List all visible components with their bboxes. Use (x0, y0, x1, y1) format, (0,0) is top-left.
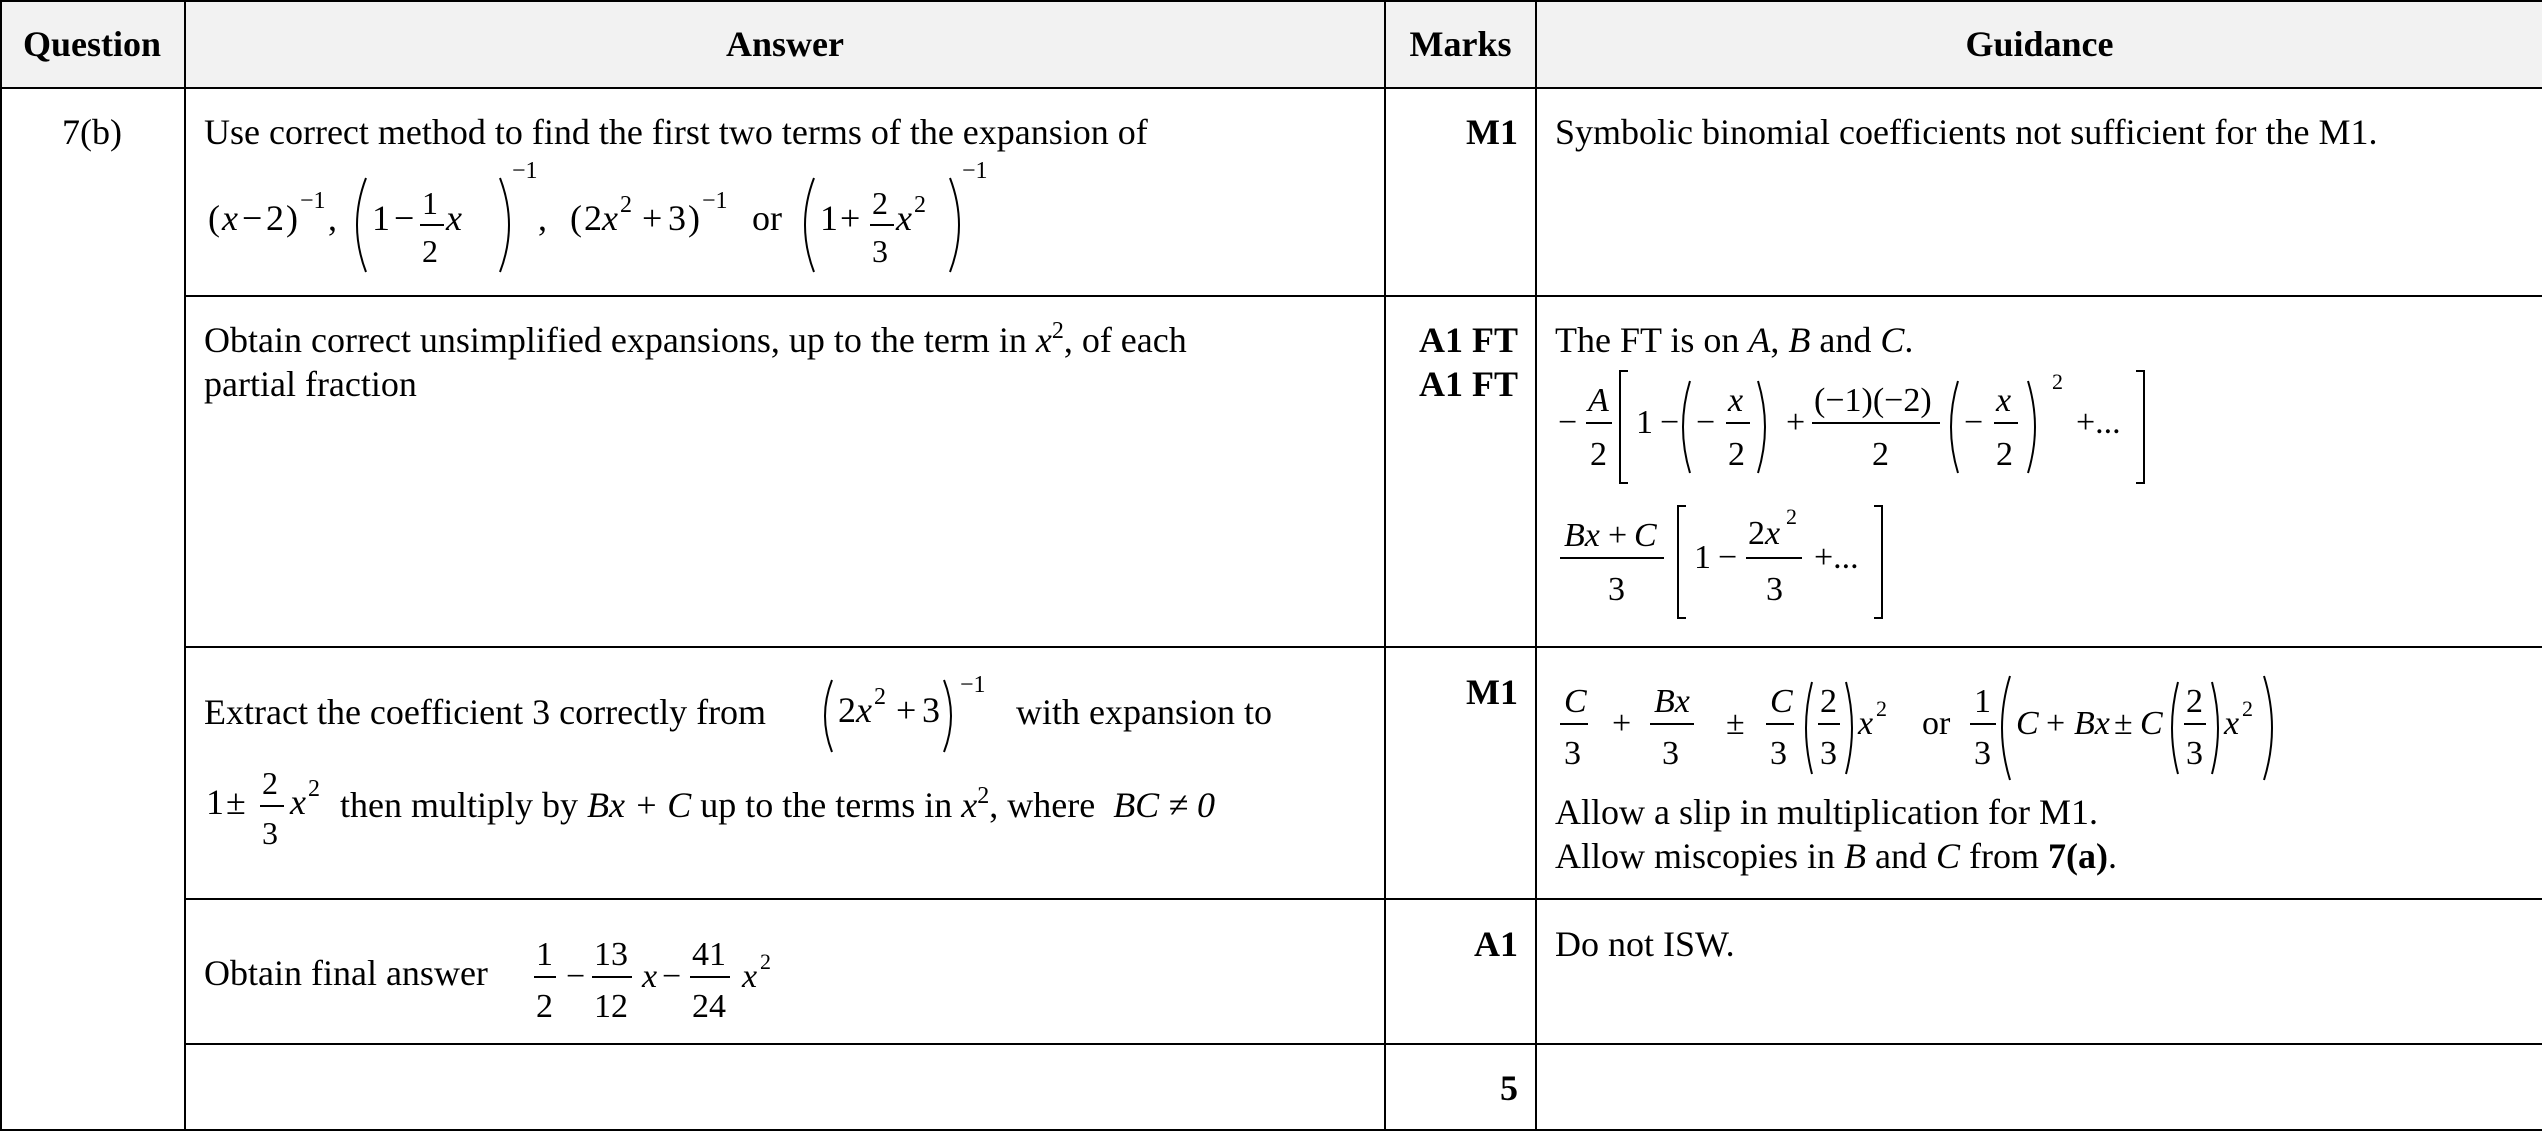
svg-text:2: 2 (584, 198, 602, 238)
svg-text:2: 2 (1876, 696, 1887, 721)
row1-answer-text: Use correct method to find the first two terms of the expansion of (204, 112, 1148, 152)
svg-text:(: ( (570, 198, 582, 238)
svg-text:2: 2 (536, 988, 553, 1025)
svg-text:3: 3 (1608, 571, 1625, 608)
svg-text:x: x (290, 782, 306, 822)
svg-text:(−1)(−2): (−1)(−2) (1814, 382, 1932, 419)
svg-text:−1: −1 (962, 158, 988, 184)
svg-text:): ) (688, 198, 700, 238)
table-border-left (0, 0, 2, 1131)
svg-text:1: 1 (536, 936, 553, 973)
column-divider-question (184, 0, 186, 1131)
svg-text:2: 2 (262, 765, 278, 801)
svg-text:+: + (1786, 404, 1806, 441)
svg-text:x: x (896, 198, 912, 238)
row1-mark: M1 (1466, 112, 1518, 152)
svg-text:3: 3 (1770, 735, 1787, 772)
svg-text:x: x (1996, 382, 2012, 419)
svg-text:−1: −1 (960, 672, 986, 698)
row-divider-3 (184, 898, 2542, 900)
row3-answer-math-2 (200, 758, 340, 858)
svg-text:3: 3 (1974, 735, 1991, 772)
svg-text:1: 1 (1974, 683, 1991, 720)
row1-guidance: Symbolic binomial coefficients not sufficient for the M1. (1555, 112, 2378, 152)
svg-text:2: 2 (1590, 436, 1607, 473)
svg-text:2: 2 (620, 192, 632, 218)
row4-answer-math (526, 925, 796, 1025)
svg-text:+: + (642, 198, 663, 238)
svg-text:2: 2 (1872, 436, 1889, 473)
row1-answer-math (200, 150, 1000, 280)
svg-text:−: − (566, 958, 586, 995)
svg-text:(: ( (208, 198, 220, 238)
svg-text:C: C (2140, 705, 2163, 742)
svg-text:2: 2 (874, 684, 886, 710)
row3-guidance-text-1: Allow a slip in multiplication for M1. (1555, 792, 2098, 832)
svg-text:3: 3 (668, 198, 686, 238)
svg-text:2: 2 (1728, 436, 1745, 473)
svg-text:x: x (1858, 705, 1874, 742)
svg-text:x: x (742, 958, 758, 995)
header-marks: Marks (1409, 24, 1512, 64)
svg-text:1: 1 (1694, 539, 1711, 576)
svg-text:or: or (1922, 705, 1951, 742)
svg-text:−: − (662, 958, 682, 995)
svg-text:−: − (1964, 404, 1984, 441)
svg-text:24: 24 (692, 988, 726, 1025)
svg-text:12: 12 (594, 988, 628, 1025)
svg-text:41: 41 (692, 936, 726, 973)
svg-text:C: C (2016, 705, 2039, 742)
svg-text:3: 3 (1820, 735, 1837, 772)
svg-text:3: 3 (872, 233, 888, 269)
marks-total: 5 (1500, 1068, 1518, 1108)
svg-text:−: − (1696, 404, 1716, 441)
svg-text:+...: +... (2076, 404, 2121, 441)
svg-text:,: , (538, 198, 547, 238)
row2-answer-line2: partial fraction (204, 364, 417, 404)
svg-text:3: 3 (922, 690, 940, 730)
svg-text:2: 2 (2242, 696, 2253, 721)
svg-text:3: 3 (262, 815, 278, 851)
svg-text:±: ± (2114, 705, 2133, 742)
svg-text:3: 3 (2186, 735, 2203, 772)
svg-text:±: ± (226, 782, 246, 822)
svg-text:3: 3 (1766, 571, 1783, 608)
svg-text:C: C (1634, 517, 1657, 554)
svg-text:x: x (1728, 382, 1744, 419)
svg-text:+: + (1608, 517, 1628, 554)
svg-text:2: 2 (266, 198, 284, 238)
svg-text:+: + (896, 690, 917, 730)
svg-text:3: 3 (1564, 735, 1581, 772)
svg-text:2: 2 (1786, 504, 1797, 529)
svg-text:2: 2 (1996, 436, 2013, 473)
svg-text:x: x (222, 198, 238, 238)
svg-text:,: , (328, 198, 337, 238)
svg-text:Bx: Bx (1564, 517, 1600, 554)
svg-text:2x: 2x (1748, 515, 1781, 552)
svg-text:13: 13 (594, 936, 628, 973)
row-divider-1 (184, 295, 2542, 297)
row4-answer-text: Obtain final answer (204, 953, 488, 993)
svg-text:2: 2 (838, 690, 856, 730)
svg-text:2: 2 (308, 776, 320, 802)
svg-text:−: − (1718, 539, 1738, 576)
row2-guidance-text: The FT is on A, B and C. (1555, 320, 1914, 360)
row4-guidance: Do not ISW. (1555, 924, 1735, 964)
row2-mark-1: A1 FT (1419, 320, 1518, 360)
row-divider-4 (184, 1043, 2542, 1045)
table-border-bottom (0, 1129, 2542, 1131)
svg-text:Bx: Bx (2074, 705, 2110, 742)
header-guidance: Guidance (1965, 24, 2114, 64)
svg-text:x: x (602, 198, 618, 238)
column-divider-marks (1535, 0, 1537, 1131)
row3-guidance-math (1552, 666, 2352, 786)
svg-text:x: x (642, 958, 658, 995)
svg-text:+: + (2046, 705, 2066, 742)
row2-answer-line1: Obtain correct unsimplified expansions, up to the term in $x^2$, of each (204, 318, 1187, 360)
svg-text:1: 1 (372, 198, 390, 238)
svg-text:−: − (242, 198, 263, 238)
row3-answer-text-2: with expansion to (1016, 692, 1272, 732)
row2-mark-2: A1 FT (1419, 364, 1518, 404)
svg-text:2: 2 (2052, 369, 2063, 394)
row-divider-2 (184, 646, 2542, 648)
row3-guidance-text-2: Allow miscopies in B and C from 7(a). (1555, 836, 2117, 876)
svg-text:C: C (1564, 683, 1587, 720)
svg-text:+: + (840, 198, 861, 238)
svg-text:−1: −1 (512, 158, 538, 184)
svg-text:+: + (1612, 705, 1632, 742)
header-question: Question (22, 24, 162, 64)
svg-text:x: x (856, 690, 872, 730)
row2-guidance-math-2 (1552, 500, 2012, 625)
svg-text:2: 2 (914, 192, 926, 218)
svg-text:x: x (446, 198, 462, 238)
svg-text:2: 2 (760, 949, 771, 974)
svg-text:2: 2 (422, 233, 438, 269)
row2-guidance-math-1 (1552, 365, 2272, 490)
row3-answer-math-1 (818, 670, 1008, 760)
svg-text:1: 1 (206, 782, 224, 822)
svg-text:−1: −1 (702, 188, 728, 214)
svg-text:+...: +... (1814, 539, 1859, 576)
svg-text:−1: −1 (300, 188, 326, 214)
svg-text:1: 1 (820, 198, 838, 238)
svg-text:C: C (1770, 683, 1793, 720)
question-id: 7(b) (62, 112, 122, 152)
svg-text:): ) (286, 198, 298, 238)
svg-text:A: A (1588, 382, 1609, 419)
row3-answer-text-3: then multiply by Bx + C up to the terms in $x^2$, where BC ≠ 0 (340, 783, 1215, 825)
svg-text:Bx: Bx (1654, 683, 1690, 720)
svg-text:1: 1 (1636, 404, 1653, 441)
svg-text:−: − (1660, 404, 1680, 441)
row4-mark: A1 (1474, 924, 1518, 964)
svg-text:2: 2 (1820, 683, 1837, 720)
svg-text:2: 2 (872, 185, 888, 221)
row3-answer-text-1: Extract the coefficient 3 correctly from (204, 692, 767, 732)
svg-text:1: 1 (422, 185, 438, 221)
svg-text:3: 3 (1662, 735, 1679, 772)
svg-text:−: − (1558, 404, 1578, 441)
svg-text:2: 2 (2186, 683, 2203, 720)
svg-text:or: or (752, 198, 782, 238)
svg-text:x: x (2224, 705, 2240, 742)
svg-text:±: ± (1726, 705, 1745, 742)
svg-text:−: − (394, 198, 415, 238)
row3-mark: M1 (1466, 672, 1518, 712)
header-answer: Answer (726, 24, 844, 64)
